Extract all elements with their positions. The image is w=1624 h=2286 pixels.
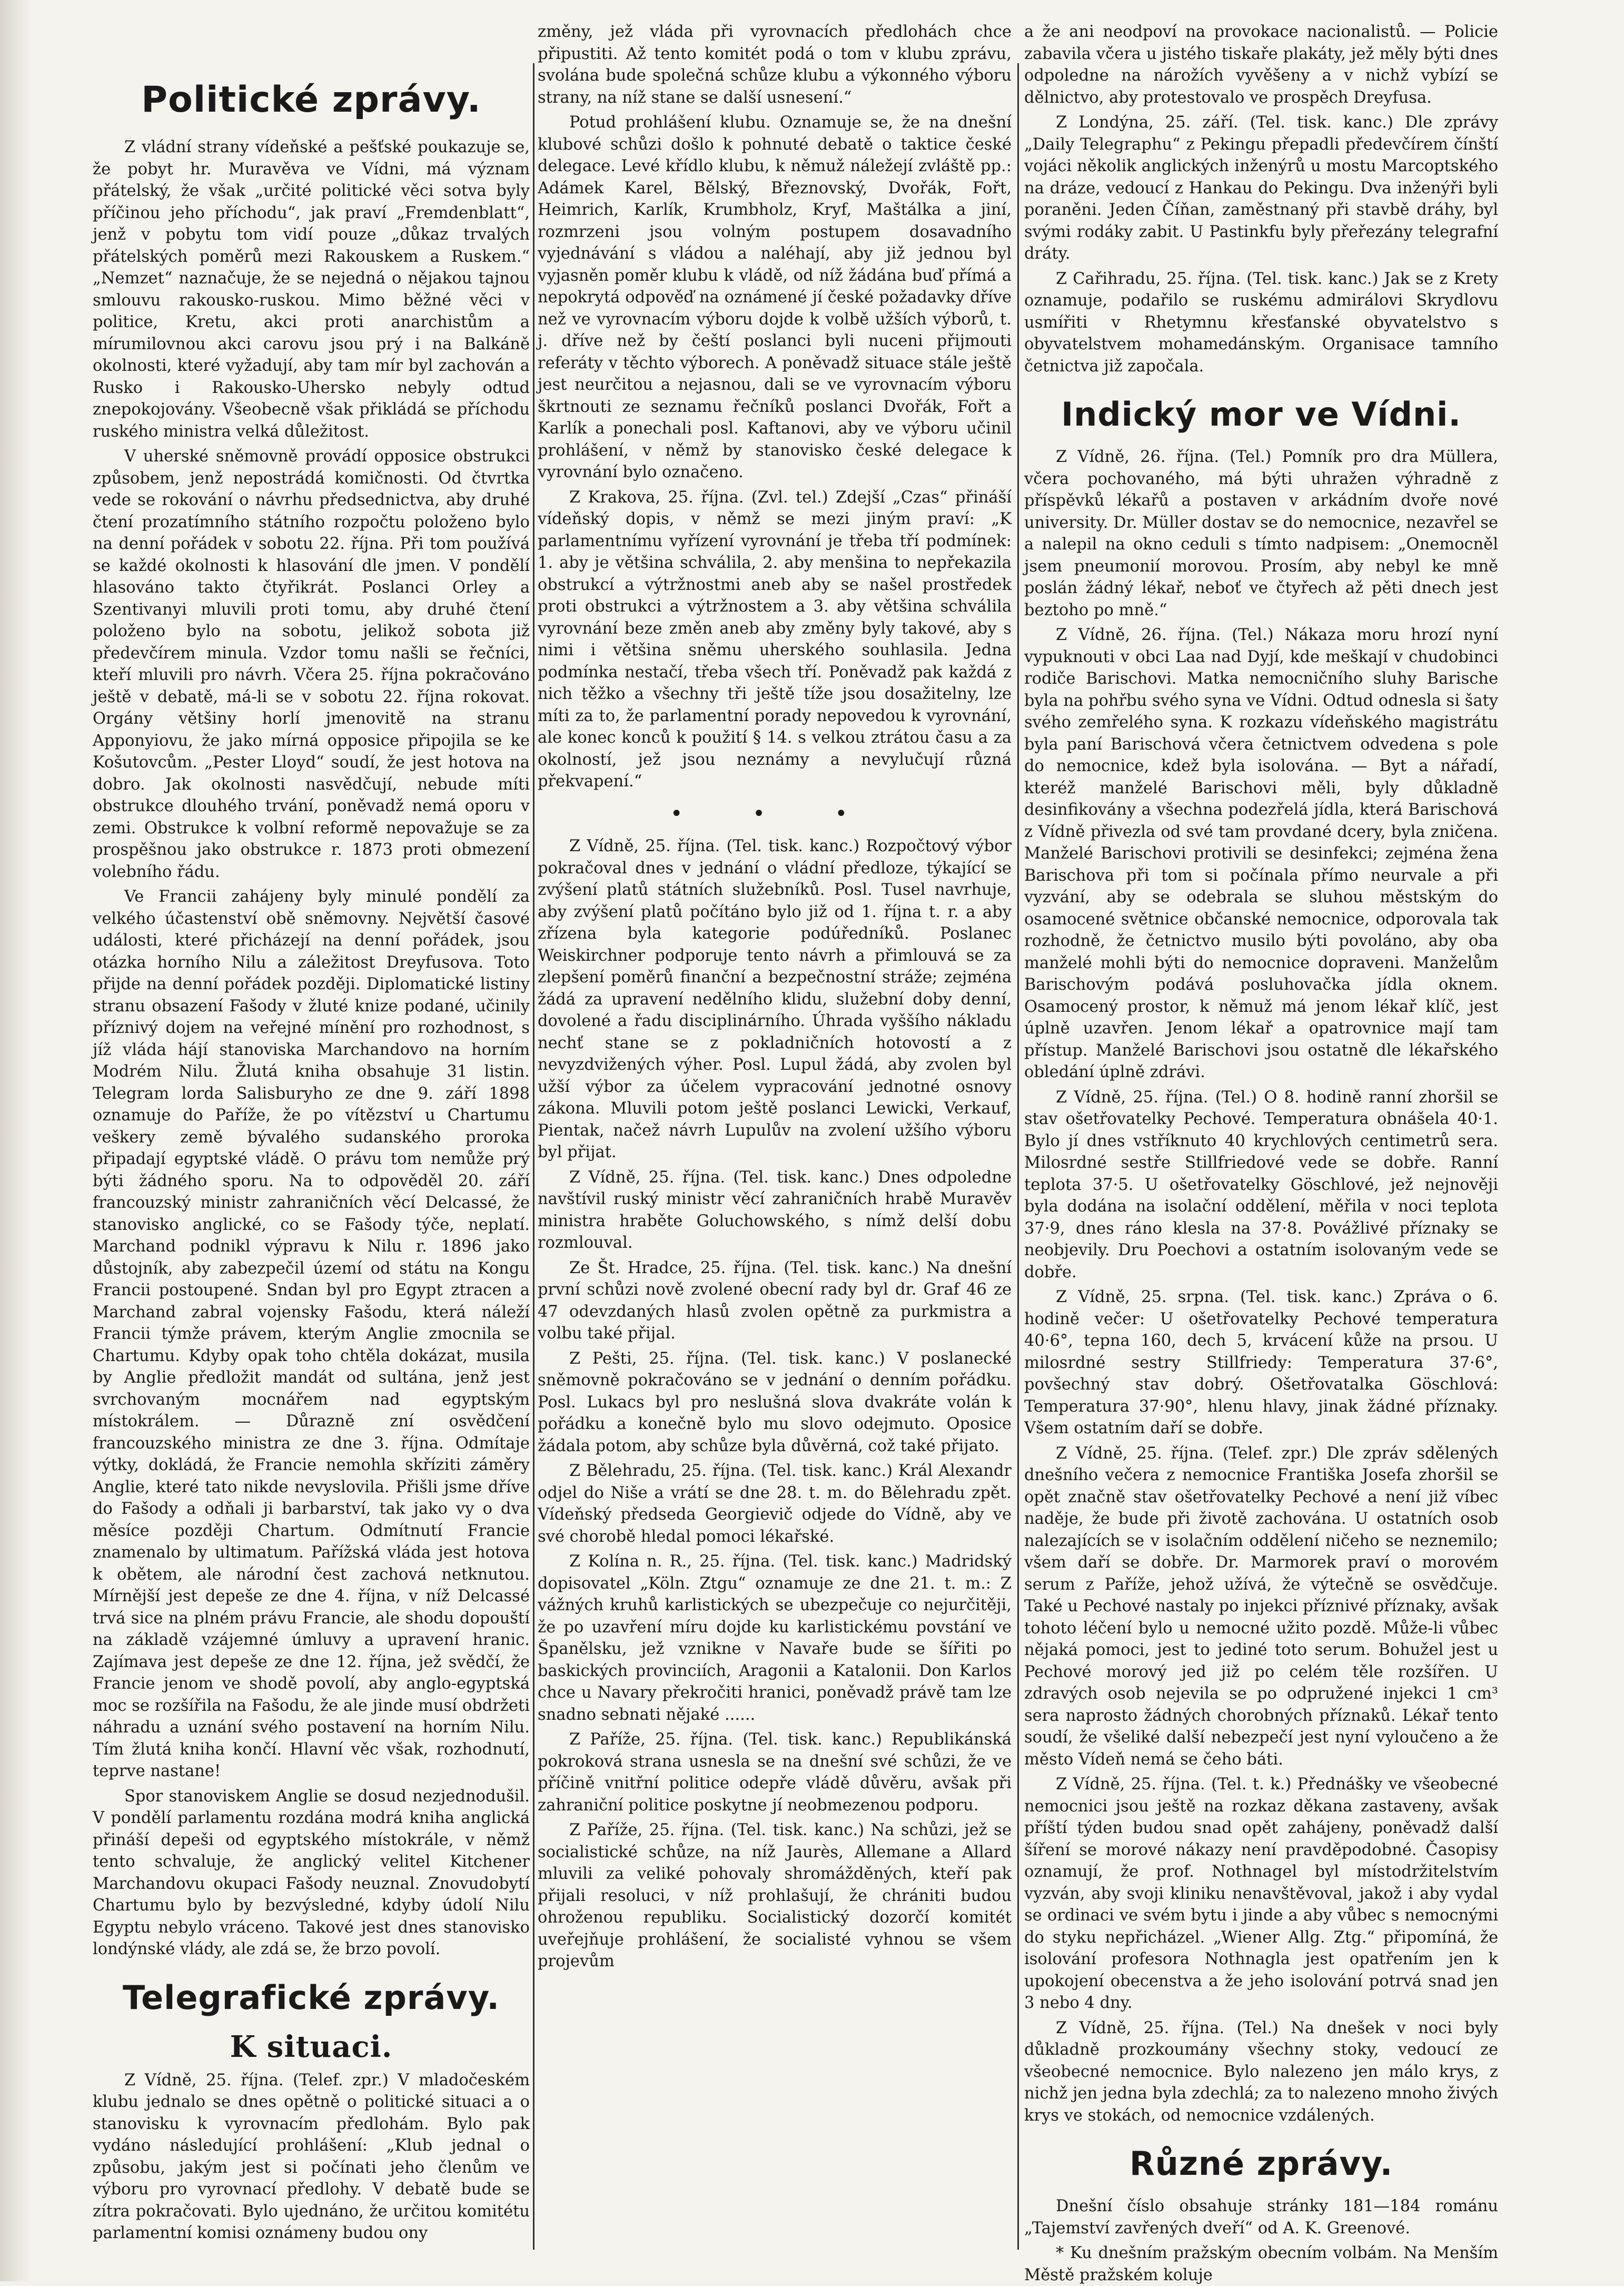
article-paragraph: Z Vídně, 25. října. (Tel. t. k.) Přednášky ve všeobecné nemocnici jsou ještě na rozkaz děkana zastaveny, avšak příští týden budou snad opět zahájeny, poněvadž další šíření se morové nákazy není pravděpodobné. Časopisy oznamují, že prof. Nothnagel byl místodržitelstvím vyzván, aby svoji kliniku nenavštěvoval, jakož i aby vydal se ordinaci ve svém bytu i jinde a aby vůbec s nemocnými do styku nepřicházel. „Wiener Allg. Ztg.“ připomíná, že isolování profesora Nothnagla jest opatřením jen k upokojení obecenstva a že jeho isolování potrvá snad jen 3 nebo 4 dny. — [1024, 1775, 1498, 2012]
article-paragraph: Ve Francii zahájeny byly minulé pondělí za velkého účastenství obě sněmovny. Největší časové události, které přicházejí na denní pořádek, jsou otázka horního Nilu a záležitost Dreyfusova. Toto přijde na denní pořádek později. Diplomatické listiny stranu obsazení Fašody v žluté knize podané, učinily příznivý dojem na veřejné mínění pro rozhodnost, s jíž vláda hájí stanoviska Marchandovo na horním Modrém Nilu. Žlutá kniha obsahuje 31 listin. Telegram lorda Salisburyho ze dne 9. září 1898 oznamuje do Paříže, že po vítězství u Chartumu veškery země bývalého sudanského proroka připadají egyptské vládě. O právu tom nemůže prý býti žádného sporu. Na to odpověděl 20. září francouzský ministr zahraničních věcí Delcassé, že stanovisko anglické, co se Fašody týče, neplatí. Marchand podnikl výpravu k Nilu r. 1896 jako důstojník, aby zabezpečil území od státu na Kongu Francii postoupené. Sndan byl pro Egypt ztracen a Marchand zabral vojensky Fašodu, která náleží Francii týmže právem, kterým Anglie zmocnila se Chartumu. Kdyby opak toho chtěla dokázat, musila by Anglie předložit mandát od sultána, jenž jest svrchovaným mocnářem nad egyptským místokrálem. — Důrazně zní osvědčení francouzského ministra ze dne 3. října. Odmítaje výtky, dokládá, že Francie nemohla skříziti záměry Anglie, které tato nikde nevyslovila. Přišli jsme dříve do Fašody a odňali ji barbarství, tak jako vy o dva měsíce později Chartum. Odmítnutí Francie znamenalo by ultimatum. Pařížská vláda jest hotova k obětem, ale národní čest zachová netknutou. Mírnější jest depeše ze dne 4. října, v níž Delcassé trvá sice na plném právu Francie, ale shodu dopouští na základě vzájemné úmluvy a upravení hranic. Zajímava jest depeše ze dne 12. října, jež svědčí, že Francie jenom ve shodě povolí, aby anglo-egyptská moc se rozšířila na Fašodu, že ale jinde musí obdržeti náhradu a uznání svého postavení na horním Nilu. Tím žlutá kniha končí. Hlavní věc však, rozhodnutí, teprve nastane! — [93, 888, 530, 1780]
article-paragraph: Z Cařihradu, 25. října. (Tel. tisk. kanc.) Jak se z Krety oznamuje, podařilo se ruskému admirálovi Skrydlovu usmířiti v Rhetymnu křesťanské obyvatelstvo s obyvatelstvem mohamedánským. Organisace tamního četnictva již započala. — [1024, 269, 1498, 376]
article-paragraph: Z Pešti, 25. října. (Tel. tisk. kanc.) V poslanecké sněmovně pokračováno se v jednání o denním pořádku. Posl. Lukacs byl pro neslušná slova dvakráte volán k pořádku a konečně bylo mu slovo odejmuto. Oposice žádala potom, aby schůze byla důvěrná, což také přijato. — [538, 1349, 1012, 1455]
article-paragraph: Z Bělehradu, 25. října. (Tel. tisk. kanc.) Král Alexandr odjel do Niše a vrátí se dne 28. t. m. do Bělehradu zpět. Vídeňský předseda Georgievič odjede do Vídně, aby ve své chorobě hledal pomoci lékařské. — [538, 1462, 1012, 1546]
article-paragraph: Z Paříže, 25. října. (Tel. tisk. kanc.) Republikánská pokroková strana usnesla se na dnešní své schůzi, že ve příčině vnitřní politice odepře vládě důvěru, avšak při zahraniční politice poskytne jí neobmezenou podporu. — [538, 1730, 1012, 1815]
page-binding-shadow — [0, 0, 32, 2281]
article-paragraph: V uherské sněmovně provádí opposice obstrukci způsobem, jenž nepostrádá komičnosti. Od čtvrtka vede se rokování o návrhu předsednictva, aby druhé čtení prozatímního státního rozpočtu položeno bylo na denní pořádek v sobotu 22. října. Při tom používá se každé okolnosti k hlasování dle jmen. V pondělí hlasováno takto čtyřikrát. Poslanci Orley a Szentivanyi mluvili proti tomu, aby druhé čtení položeno bylo na sobotu, jelikož sobota již předevčírem minula. Vzdor tomu našli se řečníci, kteří mluvili pro návrh. Včera 25. října pokračováno ještě v debatě, má-li se v sobotu 22. října rokovat. Orgány většiny horlí jmenovitě na stranu Apponyiovu, že jako mírná opposice připojila se ke Košutovcům. „Pester Lloyd“ soudí, že jest hotova na dobro. Jak okolnosti nasvědčují, nebude míti obstrukce dlouhého trvání, poněvadž nemá oporu v zemi. Obstrukce k volbní reformě nepovažuje se za prospěšnou jako obstrukce r. 1873 proti obmezení volebního řádu. — [93, 447, 530, 881]
separator-dots: • • • — [670, 801, 879, 826]
article-paragraph: * Ku dnešním pražským obecním volbám. Na Menším Městě pražském koluje — [1024, 2244, 1498, 2284]
article-paragraph: Z vládní strany vídeňské a pešťské poukazuje se, že pobyt hr. Muravěva ve Vídni, má význam přátelský, že však „určité politické věci sotva byly příčinou jeho příchodu“, jak praví „Fremdenblatt“, jenž v pobytu tom vidí pouze „důkaz trvalých přátelských poměrů mezi Rakouskem a Ruskem.“ „Nemzet“ naznačuje, že se nejedná o nějakou tajnou smlouvu rakousko-ruskou. Mimo běžné věci v politice, Kretu, akci proti anarchistům a mírumilovnou akci carovu jsou prý i na Balkáně okolnosti, které vyžadují, aby tam mír byl zachován a Rusko i Rakousko-Uhersko nebyly odtud znepokojovány. Všeobecně však přikládá se příchodu ruského ministra velká důležitost. — [93, 138, 530, 441]
column-1 — [93, 21, 530, 2260]
article-paragraph: Z Krakova, 25. října. (Zvl. tel.) Zdejší „Czas“ přináší vídeňský dopis, v němž se mezi jiným praví: „K parlamentnímu vyřízení vyrovnání je třeba tří podmínek: 1. aby je většina schválila, 2. aby menšina to nepřekazila obstrukcí a výtržnostmi aneb aby se našel prostředek proti obstrukci a výtržnostem a 3. aby většina schválila vyrovnání beze změn aneb aby změny byly takové, aby s nimi i většina sněmu uherského souhlasila. Jedna podmínka nestačí, třeba všech tří. Poněvadž pak každá z nich těžko a všechny tři ještě tíže jsou dosažitelny, lze míti za to, že parlamentní porady nepovedou k vyrovnání, ale konec konců k použití § 14. s velkou ztrátou času a za okolností, jež jsou neznámy a nevylučují různá překvapení.“ — [538, 488, 1012, 791]
article-paragraph: změny, jež vláda při vyrovnacích předlohách chce připustiti. Až tento komitét podá o tom v klubu zprávu, svolána bude společná schůze klubu a výkonného výboru strany, na níž stane se další usnesení.“ — [538, 23, 1012, 107]
article-paragraph: a že ani neodpoví na provokace nacionalistů. — Policie zabavila včera u jistého tiskaře plakáty, jež měly býti dnes odpoledne na nárožích vyvěšeny a v nichž vybízí se dělnictvo, aby protestovalo ve prospěch Dreyfusa. — [1024, 23, 1498, 107]
article-paragraph: Z Vídně, 26. října. (Tel.) Nákaza moru hrozí nyní vypuknouti v obci Laa nad Dyjí, kde meškají v chudobinci rodiče Barischovi. Matka nemocničního sluhy Barische byla na pohřbu svého syna ve Vídni. Odtud odnesla si šaty svého zemřelého syna. K rozkazu vídeňského magistrátu byla paní Barischová včera četnictvem odvedena s pole do nemocnice, kdež byla isolována. — Byt a nářadí, kteréž manželé Barischovi měli, byly důkladně desinfikovány a všechna podezřelá jídla, která Barischová z Vídně přivezla od své tam provdané dcery, byla zničena. Manželé Barischovi protivili se desinfekci; zejména žena Barischova při tom si počínala přímo neurvale a při vyzvání, aby se odebrala se sluhou městským do osamocené světnice občanské nemocnice, odporovala tak rozhodně, že četnictvo musilo býti povoláno, aby oba manželé mohli býti do nemocnice dopraveni. Manželům Barischovým podává posluhovačka jídla oknem. Osamocený prostor, k němuž má jenom lékař klíč, jest úplně uzavřen. Jenom lékař a opatrovnice mají tam přístup. Manželé Barischovi jsou ostatně dle lékařského obledání úplně zdrávi. — [1024, 626, 1498, 1081]
article-paragraph: Z Vídně, 26. října. (Tel.) Pomník pro dra Müllera, včera pochovaného, má býti uhražen výhradně z příspěvků lékařů a postaven v arkádním dvoře nové university. Dr. Müller dostav se do nemocnice, nezavřel se a nalepil na okno ceduli s tímto nadpisem: „Onemocněl jsem pneumonií morovou. Prosím, aby nebyl ke mně poslán žádný lékař, neboť ve čtyřech až pěti dnech jest beztoho po mně.“ — [1024, 448, 1498, 619]
section-heading-ruzne-zpravy: Různé zprávy. — [1129, 2144, 1393, 2183]
column-2 — [538, 21, 1012, 2260]
article-paragraph: Z Vídně, 25. října. (Tel. tisk. kanc.) Dnes odpoledne navštívil ruský ministr věcí zahraničních hrabě Muravěv ministra hraběte Goluchowského, s nímž delší dobu rozmlouval. — [538, 1168, 1012, 1252]
section-heading-politicke-zpravy: Politické zprávy. — [141, 79, 481, 121]
article-paragraph: Z Paříže, 25. října. (Tel. tisk. kanc.) Na schůzi, jež se socialistické schůze, na níž Jaurès, Allemane a Allard mluvili za veliké pohovaly shromážděných, kteří pak přijali resoluci, v níž prohlašují, že chrániti budou ohroženou republiku. Socialistický dozorčí komitét uveřejňuje prohlášení, že socialisté vyhnou se všem projevům — [538, 1821, 1012, 1970]
article-paragraph: Z Vídně, 25. října. (Tel.) Na dnešek v noci byly důkladně prozkoumány všechny stoky, vedoucí ze všeobecné nemocnice. Bylo nalezeno jen málo krys, z nichž jen jedna byla zdechlá; za to nalezeno mnoho živých krys ve stokách, od nemocnice vzdálených. — [1024, 2018, 1498, 2125]
article-paragraph: Z Vídně, 25. srpna. (Tel. tisk. kanc.) Zpráva o 6. hodině večer: U ošetřovatelky Pechové temperatura 40·6°, tepna 160, dech 5, krvácení kůže na prsou. U milosrdné sestry Stillfriedy: Temperatura 37·6°, povšechný stav dobrý. Ošetřovatalka Göschlová: Temperatura 37·90°, hlenu hlavy, jinak žádné příznaky. Všem ostatním daří se dobře. — [1024, 1288, 1498, 1437]
column-3 — [1024, 21, 1498, 2284]
article-paragraph: Z Vídně, 25. října. (Tel.) O 8. hodině ranní zhoršil se stav ošetřovatelky Pechové. Temperatura obnášela 40·1. Bylo jí dnes vstříknuto 40 krychlových centimetrů sera. Milosrdné sestře Stillfriedové vede se dobře. Ranní teplota 37·5. U ošetřovatelky Göschlové, jež nejnověji byla dodána na isolační oddělení, měřila v noci teplota 37·9, dnes ráno klesla na 37·8. Povážlivé příznaky se neobjevily. Dru Poechovi a ostatním isolovaným vede se dobře. — [1024, 1088, 1498, 1282]
article-paragraph: Spor stanoviskem Anglie se dosud nezjednodušil. V pondělí parlamentu rozdána modrá kniha anglická přináší depeši od egyptského místokrále, v němž tento schvaluje, že anglický velitel Kitchener Marchandovu okupaci Fašody neuznal. Znovudobytí Chartumu bylo by bezvýsledné, kdyby údolí Nilu Egyptu nebylo vráceno. Takové jest dnes stanovisko londýnské vlády, ale zdá se, že brzo povolí. — [93, 1787, 530, 1958]
article-paragraph: Ze Št. Hradce, 25. října. (Tel. tisk. kanc.) Na dnešní první schůzi nově zvolené obecní rady byl dr. Graf 46 ze 47 odevzdaných hlasů zvolen opětně za purkmistra a volbu také přijal. — [538, 1258, 1012, 1343]
article-paragraph: Dnešní číslo obsahuje stránky 181—184 románu „Tajemství zavřených dveří“ od A. K. Greenové. — [1024, 2197, 1498, 2238]
article-paragraph: Z Vídně, 25. října. (Tel. tisk. kanc.) Rozpočtový výbor pokračoval dnes v jednání o vládní předloze, týkající se zvýšení platů státních služebníků. Posl. Tusel navrhuje, aby zvýšení platů počítáno bylo již od 1. října t. r. a aby zřízena byla kategorie podúředníků. Poslanec Weiskirchner podporuje tento návrh a přimlouvá se za zlepšení poměrů finanční a bezpečnostní stráže; zejména žádá za upravení nedělního klidu, služební doby denní, dovolené a řadu disciplinárního. Úhrada vyššího nákladu nechť stane se z pokladničních hotovostí a z nevyzdvižených výher. Posl. Lupul žádá, aby zvolen byl užší výbor za účelem vypracování jednotné osnovy zákona. Mluvili potom ještě poslanci Lewicki, Verkauf, Pientak, načež návrh Lupulův na zvolení užšího výboru byl přijat. — [538, 837, 1012, 1161]
column-divider — [1017, 63, 1019, 2250]
column-divider — [533, 63, 534, 2250]
article-paragraph: Z Vídně, 25. října. (Telef. zpr.) V mladočeském klubu jednalo se dnes opětně o politické situaci a o stanovisku k vyrovnacím předlohám. Bylo pak vydáno následující prohlášení: „Klub jednal o způsobu, jakým jest si počínati jeho členům ve výboru pro vyrovnací předlohy. V debatě bude se zítra pokračovati. Bylo ujednáno, že určitou komitétu parlamentní komisi oznámeny budou ony — [93, 2071, 530, 2242]
article-paragraph: Z Kolína n. R., 25. října. (Tel. tisk. kanc.) Madridský dopisovatel „Köln. Ztgu“ oznamuje ze dne 21. t. m.: Z vážných kruhů karlistických se ubezpečuje co nejurčitěji, že po uzavření míru dojde ku karlistickému povstání ve Španělsku, jež vznikne v Navaře bude se šířiti po baskických provinciích, Aragonii a Katalonii. Don Karlos chce u Navary překročiti hranici, poněvadž právě tam lze snadno sebnati nějaké ...... — [538, 1552, 1012, 1724]
section-heading-telegraficke-zpravy: Telegrafické zprávy. — [123, 1978, 500, 2017]
article-paragraph: Potud prohlášení klubu. Oznamuje se, že na dnešní klubové schůzi došlo k pohnuté debatě o taktice české delegace. Levé křídlo klubu, k němuž náležejí zvláště pp.: Adámek Karel, Bělský, Březnovský, Dvořák, Fořt, Heimrich, Karlík, Krumbholz, Kryf, Maštálka a jiní, rozmrzeni jsou volným postupem dosavadního vyjednávání s vládou a naléhají, aby již jednou byl vyjasněn poměr klubu k vládě, od níž žádána buď přímá a nepokrytá odpověď na oznámené jí české požadavky dříve než ve vyrovnacím výboru dojde k volbě užších výborů, t. j. dříve než by čeští poslanci byli nuceni přijmouti referáty v těchto výborech. A poněvadž situace stále ještě jest neurčitou a nejasnou, dali se ve vyrovnacím výboru škrtnouti ze seznamu řečníků poslanci Dvořák, Fořt a Karlík a ponechali posl. Kaftanovi, aby ve výboru učinil prohlášení, v němž by stanovisko české delegace k vyrovnání bylo označeno. — [538, 113, 1012, 481]
subheading-k-situaci: K situaci. — [230, 2029, 393, 2064]
section-heading-indicky-mor: Indický mor ve Vídni. — [1061, 395, 1461, 433]
article-paragraph: Z Vídně, 25. října. (Telef. zpr.) Dle zpráv sdělených dnešního večera z nemocnice Františka Josefa zhoršil se opět značně stav ošetřovatelky Pechové a není již víbec naděje, že bude při životě zachována. U ostatních osob nalezajících se v isolačním oddělení ničeho se neznemilo; všem daří se dobře. Dr. Marmorek praví o morovém serum z Paříže, jehož užívá, že výtečně se osvědčuje. Také u Pechové nastaly po injekci příznivé příznaky, avšak tohoto léčení bylo u nemocné užito pozdě. Může-li vůbec nějaká pomoci, jest to jediné toto serum. Bohužel jest u Pechové morový jed již po celém těle rozšířen. U zdravých osob nejevila se po odpružené injekci 1 cm³ sera naprosto žádných chorobných příznaků. Lékař tento soudí, že všeliké další nebezpečí jest nyní vyloučeno a že město Vídeň nemá se čeho báti. — [1024, 1444, 1498, 1769]
article-paragraph: Z Londýna, 25. září. (Tel. tisk. kanc.) Dle zprávy „Daily Telegraphu“ z Pekingu přepadli předevčírem čínští vojáci několik anglických inženýrů u mostu Marcoptského na dráze, vedoucí z Hankau do Pekingu. Dva inženýři byli poraněni. Jeden Číňan, zaměstnaný při stavbě dráhy, byl svými rodáky zabit. U Pastinkfu byly přeřezány telegrafní dráty. — [1024, 113, 1498, 263]
